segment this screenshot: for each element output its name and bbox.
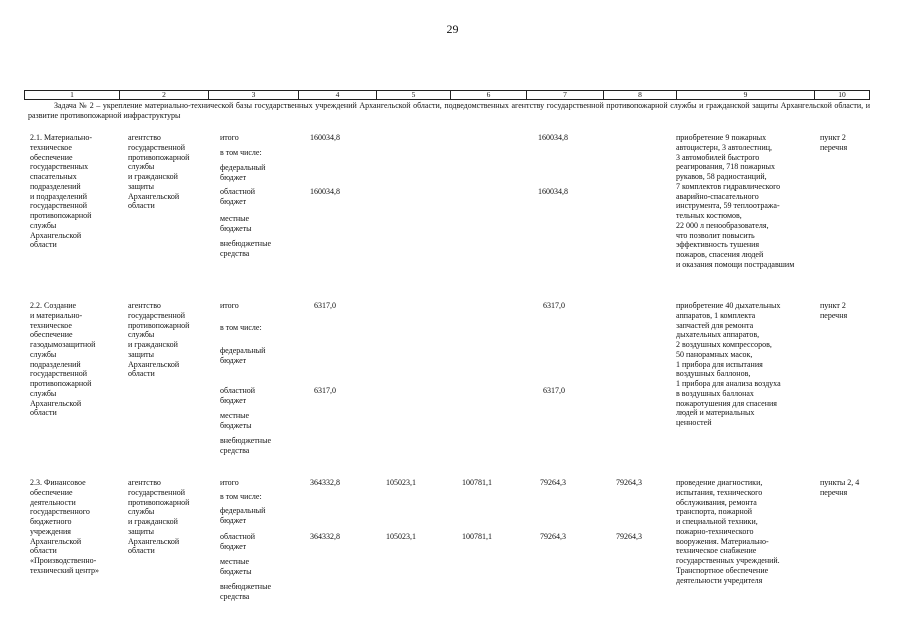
source-extrabudget-label: внебюджетные средства (220, 582, 271, 601)
task-heading: Задача № 2 – укрепление материально-технической базы государственных учреждений Архангельской области, подведомственных агентству государственной противопожарной службы и гражданской защиты Архангельской области, и развитие противопожарной инфраструктуры (28, 101, 870, 120)
list-reference: пункт 2 перечня (820, 133, 848, 152)
source-federal-label: федеральный бюджет (220, 346, 266, 365)
source-regional-label: областной бюджет (220, 386, 256, 405)
executor: агентство государственной противопожарной службы и гражданской защиты Архангельской области (128, 478, 190, 556)
measure-name: 2.1. Материально- техническое обеспечение государственных спасательных подразделений и подразделений государственной противопожарной службы Архангельской области (30, 133, 92, 250)
source-total-label: итого (220, 133, 239, 142)
source-including-label: в том числе: (220, 148, 262, 157)
expected-result: проведение диагностики, испытания, технического обслуживания, ремонта транспорта, пожарной и специальной техники, пожарно-технического вооружения. Материально- техническое снабжение государственных учреждений. Транспортное обеспечение деятельности учредителя (676, 478, 780, 585)
total-col5: 105023,1 (386, 478, 416, 487)
expected-result: приобретение 40 дыхательных аппаратов, 1 комплекта запчастей для ремонта дыхательных аппаратов, 2 воздушных компрессоров, 50 панорамных масок, 1 прибора для испытания воздушных баллонов, 1 прибора для анализа воздуха в воздушных баллонах пожаротушения для спасения людей и материальных ценностей (676, 301, 781, 427)
source-extrabudget-label: внебюджетные средства (220, 239, 271, 258)
regional-col8: 79264,3 (616, 532, 642, 541)
source-extrabudget-label: внебюджетные средства (220, 436, 271, 455)
total-col4: 6317,0 (314, 301, 336, 310)
measure-name: 2.2. Создание и материально- техническое обеспечение газодымозащитной службы подразделений государственной противопожарной службы Архангельской области (30, 301, 96, 418)
column-number-header (24, 90, 870, 100)
total-col4: 160034,8 (310, 133, 340, 142)
list-reference: пункты 2, 4 перечня (820, 478, 860, 497)
expected-result: приобретение 9 пожарных автоцистерн, 3 автолестниц, 3 автомобилей быстрого реагирования, 718 пожарных рукавов, 58 радиостанций, 7 комплектов гидравлического аварийно-спасательного инструмента, 59 теплоотража- тельных костюмов, 22 000 л пенообразователя, что позволит повысить эффективность тушения пожаров, спасения людей и оказания помощи пострадавшим (676, 133, 795, 269)
source-federal-label: федеральный бюджет (220, 506, 266, 525)
source-local-label: местные бюджеты (220, 411, 252, 430)
column-number: 10 (815, 91, 870, 100)
column-number: 7 (527, 91, 604, 100)
regional-col7: 6317,0 (543, 386, 565, 395)
source-regional-label: областной бюджет (220, 187, 256, 206)
list-reference: пункт 2 перечня (820, 301, 848, 320)
executor: агентство государственной противопожарной службы и гражданской защиты Архангельской области (128, 301, 190, 379)
executor: агентство государственной противопожарной службы и гражданской защиты Архангельской области (128, 133, 190, 211)
total-col7: 79264,3 (540, 478, 566, 487)
column-number: 9 (677, 91, 815, 100)
regional-col6: 100781,1 (462, 532, 492, 541)
column-number: 4 (299, 91, 377, 100)
column-number: 1 (25, 91, 120, 100)
column-number: 8 (604, 91, 677, 100)
total-col8: 79264,3 (616, 478, 642, 487)
total-col4: 364332,8 (310, 478, 340, 487)
regional-col7: 160034,8 (538, 187, 568, 196)
source-including-label: в том числе: (220, 323, 262, 332)
regional-col4: 160034,8 (310, 187, 340, 196)
source-local-label: местные бюджеты (220, 214, 252, 233)
regional-col5: 105023,1 (386, 532, 416, 541)
total-col7: 160034,8 (538, 133, 568, 142)
source-regional-label: областной бюджет (220, 532, 256, 551)
column-number: 6 (451, 91, 527, 100)
source-local-label: местные бюджеты (220, 557, 252, 576)
page-number: 29 (446, 22, 459, 36)
source-federal-label: федеральный бюджет (220, 163, 266, 182)
regional-col7: 79264,3 (540, 532, 566, 541)
source-total-label: итого (220, 478, 239, 487)
column-number: 3 (209, 91, 299, 100)
total-col6: 100781,1 (462, 478, 492, 487)
regional-col4: 364332,8 (310, 532, 340, 541)
source-including-label: в том числе: (220, 492, 262, 501)
measure-name: 2.3. Финансовое обеспечение деятельности государственного бюджетного учреждения Архангельской области «Производственно- технический центр» (30, 478, 99, 575)
source-total-label: итого (220, 301, 239, 310)
total-col7: 6317,0 (543, 301, 565, 310)
column-number: 5 (377, 91, 451, 100)
regional-col4: 6317,0 (314, 386, 336, 395)
column-number: 2 (120, 91, 209, 100)
